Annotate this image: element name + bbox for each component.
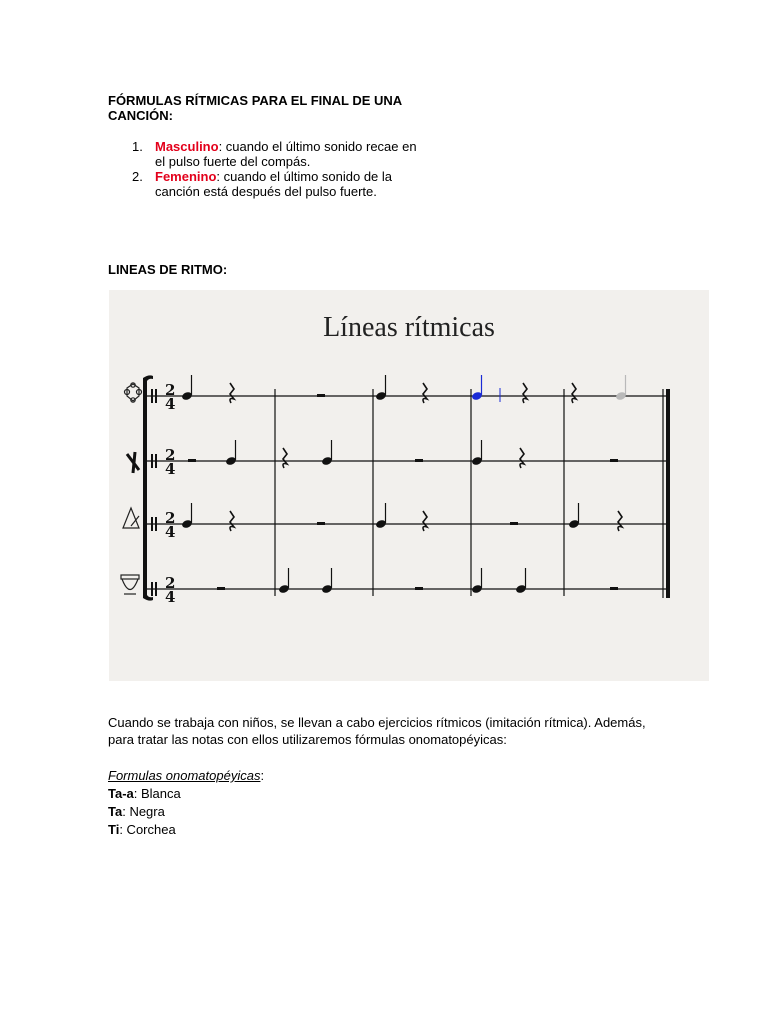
- definition-line-2: canción está después del pulso fuerte.: [155, 184, 377, 199]
- syllable: Ta-a: [108, 786, 134, 801]
- intro-paragraph: [108, 714, 668, 748]
- percussion-clef: [155, 582, 157, 596]
- half-rest: [217, 587, 225, 590]
- drum-icon: [121, 575, 139, 594]
- section-heading-formulas: [108, 93, 402, 123]
- syllable: Ti: [108, 822, 120, 837]
- rhythm-score-figure: [109, 290, 709, 681]
- formulas-label: Formulas onomatopéyicas: [108, 768, 261, 783]
- quarter-rest: [423, 383, 427, 403]
- half-rest: [510, 522, 518, 525]
- triangle-icon: [123, 508, 139, 528]
- list-item: Ti: Corchea: [108, 822, 176, 837]
- percussion-clef: [151, 389, 153, 403]
- heading-line-1: FÓRMULAS RÍTMICAS PARA EL FINAL DE UNA: [108, 93, 403, 108]
- quarter-rest: [230, 383, 234, 403]
- formulas-list: [108, 767, 264, 839]
- half-rest: [610, 587, 618, 590]
- time-signature-bottom: 4: [165, 523, 176, 541]
- quarter-rest: [572, 383, 576, 403]
- quarter-rest: [283, 448, 287, 468]
- percussion-clef: [151, 517, 153, 531]
- percussion-clef: [151, 454, 153, 468]
- tambourine-icon: [125, 383, 142, 402]
- list-number: 2.: [132, 169, 143, 184]
- score-title: Líneas rítmicas: [323, 312, 495, 343]
- score-svg: [109, 290, 709, 681]
- quarter-rest: [520, 448, 524, 468]
- half-rest: [188, 459, 196, 462]
- half-rest: [317, 394, 325, 397]
- list-item: [108, 169, 428, 199]
- time-signature-top: 2: [165, 446, 176, 464]
- quarter-rest: [230, 511, 234, 531]
- time-signature-top: 2: [165, 509, 176, 527]
- quarter-rest: [523, 383, 527, 403]
- time-signature-bottom: 4: [165, 460, 176, 478]
- percussion-clef: [155, 517, 157, 531]
- list-number: 1.: [132, 139, 143, 154]
- definition-line-1: : cuando el último sonido recae en: [218, 139, 417, 154]
- quarter-rest: [423, 511, 427, 531]
- list-item: Ta-a: Blanca: [108, 786, 181, 801]
- system-bracket: [143, 375, 153, 600]
- time-signature-bottom: 4: [165, 395, 176, 413]
- half-rest: [610, 459, 618, 462]
- syllable: Ta: [108, 804, 123, 819]
- percussion-clef: [151, 582, 153, 596]
- quarter-rest: [618, 511, 622, 531]
- definition-line-2: el pulso fuerte del compás.: [155, 154, 311, 169]
- claves-icon: [127, 452, 139, 473]
- barlines: [275, 389, 670, 598]
- time-signature-top: 2: [165, 574, 176, 592]
- paragraph-line-1: Cuando se trabaja con niños, se llevan a cabo ejercicios rítmicos (imitación rítmica). Además,: [108, 715, 646, 730]
- half-rest: [317, 522, 325, 525]
- percussion-clef: [155, 454, 157, 468]
- half-rest: [415, 587, 423, 590]
- term-masculino: Masculino: [155, 139, 219, 154]
- formulas-label-row: Formulas onomatopéyicas:: [108, 768, 265, 783]
- final-barline-thick: [666, 389, 670, 598]
- list-item: [108, 139, 428, 169]
- half-rest: [415, 459, 423, 462]
- notes: [181, 375, 627, 594]
- list-item: Ta: Negra: [108, 804, 165, 819]
- term-femenino: Femenino: [155, 169, 217, 184]
- numbered-list: [108, 139, 428, 199]
- percussion-clef: [155, 389, 157, 403]
- time-signature-bottom: 4: [165, 588, 176, 606]
- heading-line-2: CANCIÓN:: [108, 108, 173, 123]
- definition-line-1: : cuando el último sonido de la: [216, 169, 393, 184]
- section-heading-lineas: LINEAS DE RITMO:: [108, 262, 228, 277]
- time-signature-top: 2: [165, 381, 176, 399]
- staves: [147, 381, 669, 606]
- paragraph-line-2: para tratar las notas con ellos utilizaremos fórmulas onomatopéyicas:: [108, 732, 507, 747]
